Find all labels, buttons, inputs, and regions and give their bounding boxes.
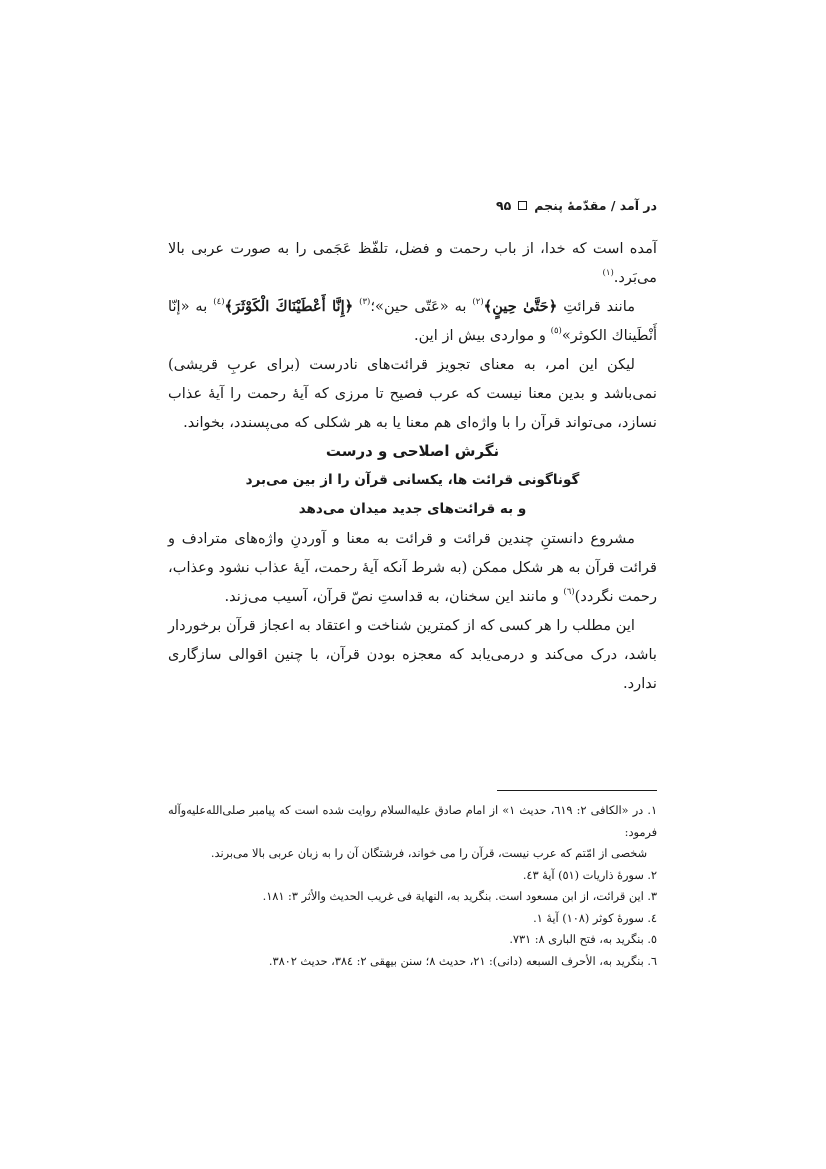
footnotes <box>168 800 657 972</box>
paragraph-4: مشروع دانستنِ چندین قرائت و قرائت به معنا و آوردنِ واژه‌های مترادف و قرائت قرآن به هر شکل ممکن (به شرط آنکه آیهٔ رحمت، آیهٔ عذاب نشود وعذاب، رحمت نگردد)$^{(٦)}$ و مانند این سخنان، به قداستِ نصّ قرآن، آسیب می‌زند. <box>168 530 657 605</box>
subheading-line-2: و به قرائت‌های جدید میدان می‌دهد <box>298 501 527 517</box>
footnote-6: ٦. بنگرید به، الأحرف السبعه (دانی): ۲۱، حدیث ۸؛ سنن بیهقی ۲: ۳۸٤، حدیث ۳۸۰۲. <box>268 954 657 968</box>
running-header <box>496 198 657 213</box>
footnote-4: ٤. سورهٔ کوثر (۱۰۸) آیهٔ ۱. <box>533 911 657 925</box>
header-title: در آمد / مقدّمهٔ پنجم <box>534 198 657 213</box>
paragraph-3: لیکن این امر، به معنای تجویز قرائت‌های نادرست (برای عربِ قریشی) نمی‌باشد و بدین معنا نیست که عرب فصیح تا مرزی که آیهٔ رحمت را آیهٔ عذاب نسازد، می‌تواند قرآن را با واژه‌ای هم معنا یا به هر شکلی که می‌پسندد، بخواند. <box>168 356 657 431</box>
square-ornament-icon <box>518 201 527 210</box>
footnote-ref-5: (٥) <box>550 326 562 336</box>
footnote-1: ۱. در «الکافی ۲: ٦۱۹، حدیث ۱» از امام صادق علیه‌السلام روایت شده است که پیامبر صلی‌الله‌علیه‌وآله فرمود: <box>168 804 658 839</box>
footnote-2: ۲. سورهٔ ذاریات (٥۱) آیهٔ ٤۳. <box>522 868 657 882</box>
quran-verse-1: ﴿حَتَّىٰ حِينٍ﴾ <box>483 298 558 315</box>
footnote-5: ٥. بنگرید به، فتح الباری ۸: ۷۳۱. <box>509 933 657 946</box>
page-number: ۹۵ <box>496 198 512 213</box>
book-page <box>168 0 657 1169</box>
paragraph-1: آمده است که خدا، از باب رحمت و فضل، تلفّظ عَجَمی را به صورت عربی بالا می‌بَرد.$^{(۱)}$ <box>168 240 657 286</box>
subheading-line-1: گوناگونی قرائت ها، یکسانی قرآن را از بین می‌برد <box>245 472 580 488</box>
footnote-ref-3: (۳) <box>359 297 371 307</box>
footnote-ref-1: (۱) <box>602 268 614 278</box>
paragraph-2: مانند قرائتِ ﴿حَتَّىٰ حِينٍ﴾$^{(۲)}$ به «عَتّی حین»؛$^{(۳)}$ ﴿إِنَّا أَعْطَيْنَاكَ الْكَوْثَرَ﴾$^{(٤)}$ به «إنّا أَنْطَيناك الكوثر»$^{(٥)}$ و مواردی بیش از این. <box>168 297 657 344</box>
footnote-1-continuation: شخصی از امّتم که عرب نیست، قرآن را می خواند، فرشتگان آن را به زبان عربی بالا می‌برند. <box>210 847 647 860</box>
footnote-ref-2: (۲) <box>472 297 484 307</box>
quran-verse-2: ﴿إِنَّا أَعْطَيْنَاكَ الْكَوْثَرَ﴾ <box>224 298 354 315</box>
section-heading: نگرش اصلاحی و درست <box>325 442 500 460</box>
footnote-separator <box>497 790 657 791</box>
footnote-3: ۳. این قرائت، از ابن مسعود است. بنگرید به، النهایة فی غریب الحدیث والأثر ۳: ۱۸۱. <box>262 890 657 903</box>
paragraph-5: این مطلب را هر کسی که از کمترین شناخت و اعتقاد به اعجاز قرآن برخوردار باشد، درک می‌کند و درمی‌یابد که معجزه بودن قرآن، با چنین اقوالی سازگاری ندارد. <box>168 617 657 692</box>
footnote-ref-4: (٤) <box>213 297 225 307</box>
main-text <box>168 234 657 698</box>
footnote-ref-6: (٦) <box>563 587 575 597</box>
